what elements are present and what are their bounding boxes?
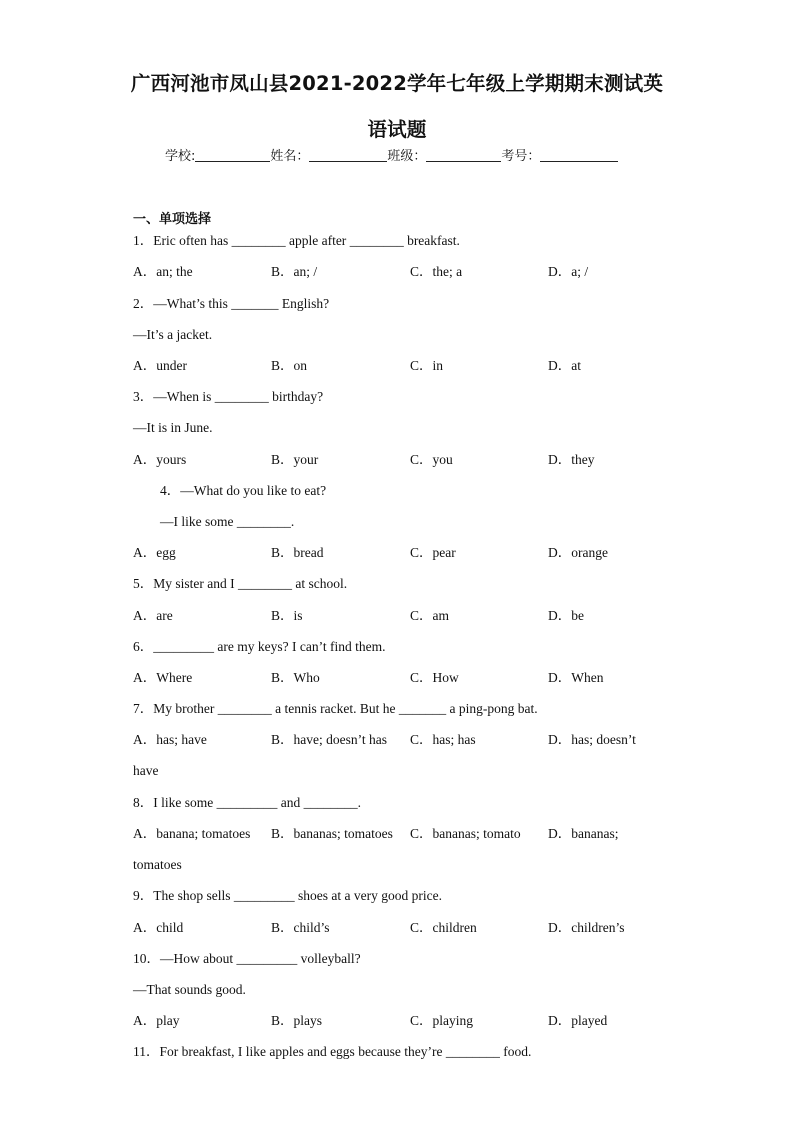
option-d[interactable]: D．children’s [548,920,625,935]
question-q2-line-1 [133,296,329,312]
name-field[interactable] [309,148,387,162]
answer-blank[interactable]: ________ [236,514,291,529]
option-d[interactable]: D．at [548,358,581,373]
option-d[interactable]: D．orange [548,545,608,560]
option-a[interactable]: A．under [133,358,187,373]
question-q10-line-2 [133,982,246,998]
question-text: . [357,795,361,810]
question-q8-line-1 [133,795,361,811]
question-text: 7．My brother [133,701,218,716]
question-q11-line-1 [133,1044,531,1060]
option-a[interactable]: A．play [133,1013,180,1028]
option-b[interactable]: B．bread [271,545,324,560]
option-d[interactable]: D．they [548,452,595,467]
question-q1-line-1 [133,233,460,249]
question-text: a tennis racket. But he [271,701,399,716]
section-heading: 一、单项选择 [133,212,212,227]
question-text: a ping-pong bat. [446,701,538,716]
question-text: —It’s a jacket. [133,327,213,342]
question-q4-line-1 [160,483,326,499]
question-text: birthday? [268,389,324,404]
option-d[interactable]: D．bananas; [548,826,619,841]
option-c[interactable]: C．How [410,670,459,685]
option-b[interactable]: B．is [271,608,303,623]
option-b[interactable]: B．child’s [271,920,330,935]
question-text: at school. [292,576,348,591]
option-d[interactable]: D．has; doesn’t [548,732,636,747]
question-text: breakfast. [403,233,460,248]
option-a[interactable]: A．yours [133,452,187,467]
option-a[interactable]: A．child [133,920,184,935]
option-b[interactable]: B．on [271,358,308,373]
option-d[interactable]: D．When [548,670,604,685]
question-q4-line-2 [160,514,294,530]
question-q5-line-1 [133,576,347,592]
question-q6-line-1 [133,639,385,655]
question-text: apple after [285,233,350,248]
question-text: are my keys? I can’t find them. [214,639,386,654]
question-text: 10．—How about [133,951,237,966]
question-text: 9．The shop sells [133,888,234,903]
option-d-continued: have [133,763,159,778]
name-label: 姓名： [270,149,310,164]
option-c[interactable]: C．the; a [410,264,463,279]
exam-title-line2: 语试题 [367,118,427,141]
question-text: and [277,795,304,810]
class-label: 班级： [387,149,427,164]
option-b[interactable]: B．your [271,452,319,467]
option-d-continued: tomatoes [133,857,182,872]
question-text: 2．—What’s this [133,296,232,311]
option-c[interactable]: C．children [410,920,477,935]
option-a[interactable]: A．egg [133,545,176,560]
student-info-row [165,145,618,164]
option-b[interactable]: B．an; / [271,264,318,279]
option-c[interactable]: C．in [410,358,444,373]
option-d[interactable]: D．a; / [548,264,589,279]
question-text: 6． [133,639,154,654]
question-text: 5．My sister and I [133,576,238,591]
question-text: 11．For breakfast, I like apples and eggs because they’re [133,1044,446,1059]
question-q9-line-1 [133,888,442,904]
exam-title-line1: 广西河池市凤山县2021-2022学年七年级上学期期末测试英 [130,72,664,95]
school-label: 学校: [165,149,196,164]
option-c[interactable]: C．am [410,608,449,623]
answer-blank[interactable]: ________ [349,233,404,248]
question-q3-line-2 [133,420,213,436]
answer-blank[interactable]: _________ [233,888,295,903]
option-a[interactable]: A．Where [133,670,193,685]
question-text: —It is in June. [133,420,213,435]
option-b[interactable]: B．have; doesn’t has [271,732,387,747]
answer-blank[interactable]: ________ [214,389,269,404]
question-text: 8．I like some [133,795,217,810]
option-d[interactable]: D．played [548,1013,608,1028]
answer-blank[interactable]: ________ [238,576,292,591]
answer-blank[interactable]: ________ [445,1044,500,1059]
question-q7-line-1 [133,701,538,717]
option-a[interactable]: A．are [133,608,173,623]
option-d[interactable]: D．be [548,608,584,623]
question-text: 4．—What do you like to eat? [160,483,327,498]
option-a[interactable]: A．has; have [133,732,207,747]
number-field[interactable] [540,148,618,162]
question-text: 1．Eric often has [133,233,232,248]
answer-blank[interactable]: _________ [153,639,214,654]
question-text: shoes at a very good price. [294,888,442,903]
answer-blank[interactable]: _________ [216,795,278,810]
question-text: —I like some [160,514,237,529]
option-c[interactable]: C．playing [410,1013,473,1028]
answer-blank[interactable]: ________ [231,233,286,248]
option-c[interactable]: C．you [410,452,453,467]
option-a[interactable]: A．an; the [133,264,193,279]
option-b[interactable]: B．Who [271,670,320,685]
question-text: 3．—When is [133,389,215,404]
option-c[interactable]: C．has; has [410,732,476,747]
answer-blank[interactable]: _______ [231,296,279,311]
option-a[interactable]: A．banana; tomatoes [133,826,251,841]
number-label: 考号： [501,149,541,164]
option-c[interactable]: C．bananas; tomato [410,826,521,841]
question-q2-line-2 [133,327,212,343]
class-field[interactable] [426,148,501,162]
question-text: volleyball? [297,951,361,966]
question-text: . [290,514,295,529]
question-q3-line-1 [133,389,323,405]
answer-blank[interactable]: ________ [303,795,358,810]
answer-blank[interactable]: _______ [398,701,447,716]
school-field[interactable] [195,148,270,162]
question-text: English? [278,296,330,311]
option-b[interactable]: B．bananas; tomatoes [271,826,393,841]
answer-blank[interactable]: ________ [217,701,272,716]
option-b[interactable]: B．plays [271,1013,323,1028]
answer-blank[interactable]: _________ [236,951,298,966]
question-text: —That sounds good. [133,982,246,997]
question-q10-line-1 [133,951,361,967]
option-c[interactable]: C．pear [410,545,456,560]
question-text: food. [499,1044,532,1059]
